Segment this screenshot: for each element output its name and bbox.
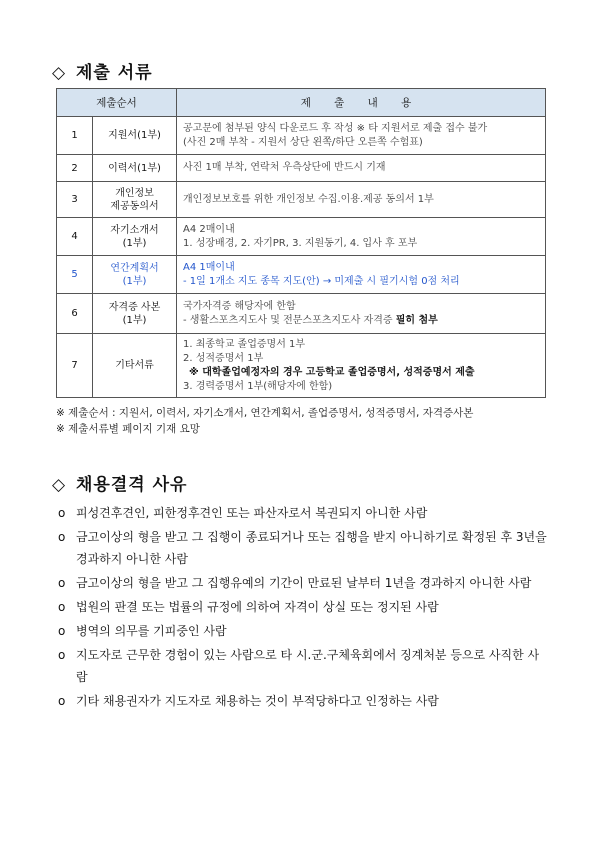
table-row [57,256,546,294]
list-item-text: 법원의 판결 또는 법률의 규정에 의하여 자격이 상실 또는 정지된 사람 [76,600,439,614]
bullet-icon: o [58,648,66,662]
table-row [57,155,546,182]
list-item-text: 피성견후견인, 피한정후견인 또는 파산자로서 복권되지 아니한 사람 [76,506,428,520]
table-row [57,294,546,334]
description-line: A4 2매이내 [183,223,235,235]
row-description [177,294,546,334]
description-line: 공고문에 첨부된 양식 다운로드 후 작성 ※ 타 지원서로 제출 접수 불가 [183,122,488,134]
list-item [58,620,548,642]
row-document-name [93,334,177,398]
list-item [58,502,548,524]
bullet-icon: o [58,624,66,638]
list-item-text: 금고이상의 형을 받고 그 집행유예의 기간이 만료된 날부터 1년을 경과하지 아니한 사람 [76,576,532,590]
row-number: 4 [57,218,93,256]
description-line: A4 1매이내 [183,261,235,273]
diamond-icon: ◇ [52,475,67,495]
row-document-name [93,294,177,334]
bullet-icon: o [58,506,66,520]
row-description [177,256,546,294]
list-item [58,644,548,688]
description-line: 2. 성적증명서 1부 [183,352,264,364]
row-number: 2 [57,155,93,182]
section-title-disqualifications [52,470,187,495]
list-item-text: 금고이상의 형을 받고 그 집행이 종료되거나 또는 집행을 받지 아니하기로 확정된 후 3년을 경과하지 아니한 사람 [76,530,547,566]
document-name-line: 제공동의서 [110,200,159,212]
table-header-row [57,89,546,117]
list-item [58,526,548,570]
page-number-note: ※ 제출서류별 페이지 기재 요망 [56,423,200,435]
table-row [57,117,546,155]
description-line: (사진 2매 부착 - 지원서 상단 왼쪽/하단 오른쪽 수험표) [183,136,423,148]
row-document-name [93,182,177,218]
description-line: 국가자격증 해당자에 한함 [183,300,296,312]
list-item-text: 기타 채용권자가 지도자로 채용하는 것이 부적당하다고 인정하는 사람 [76,694,439,708]
diamond-icon: ◇ [52,63,67,83]
description-line: 개인정보보호를 위한 개인정보 수집.이용.제공 동의서 1부 [183,193,434,205]
disqualification-list [58,502,548,714]
description-line: 3. 경력증명서 1부(해당자에 한함) [183,380,333,392]
row-number: 7 [57,334,93,398]
list-item [58,572,548,594]
bullet-icon: o [58,600,66,614]
table-row [57,218,546,256]
document-name-line: 지원서(1부) [108,130,161,141]
document-name-line: 이력서(1부) [108,162,161,174]
document-name-line: 기타서류 [115,360,154,371]
list-item [58,596,548,618]
description-line-emphasis: ※ 대학졸업예정자의 경우 고등학교 졸업증명서, 성적증명서 제출 [189,366,475,378]
description-line: - 1일 1개소 지도 종목 지도(안) → 미제출 시 필기시험 0점 처리 [183,275,460,287]
row-document-name [93,155,177,182]
header-content: 제 출 내 용 [177,89,546,117]
row-document-name [93,218,177,256]
table-row [57,334,546,398]
submission-order-note: ※ 제출순서 : 지원서, 이력서, 자기소개서, 연간계획서, 졸업증명서, 성적증명서, 자격증사본 [56,407,474,419]
list-item-text: 지도자로 근무한 경험이 있는 사람으로 타 시.군.구체육회에서 징계처분 등으로 사직한 사람 [76,648,540,684]
emphasis-text: 필히 첨부 [395,314,438,326]
document-name-line: 연간계획서 [110,262,159,274]
document-name-line: 자격증 사본 [108,301,161,313]
row-description [177,182,546,218]
table-row [57,182,546,218]
document-name-line: 자기소개서 [110,224,159,236]
document-name-line: 개인정보 [115,187,154,199]
section-title-text: 제출 서류 [76,63,153,83]
description-line: 1. 최종학교 졸업증명서 1부 [183,338,306,350]
row-number: 5 [57,256,93,294]
row-description [177,334,546,398]
row-document-name [93,117,177,155]
row-description [177,155,546,182]
row-number: 3 [57,182,93,218]
description-line: 사진 1매 부착, 연락처 우측상단에 반드시 기재 [183,162,386,173]
list-item [58,690,548,712]
section-title-text: 채용결격 사유 [76,475,188,495]
description-text: - 생활스포츠지도사 및 전문스포츠지도사 자격증 [183,314,396,326]
document-name-line: (1부) [122,237,147,249]
description-line [183,314,539,328]
row-description [177,218,546,256]
description-line: 1. 성장배경, 2. 자기PR, 3. 지원동기, 4. 입사 후 포부 [183,237,418,249]
bullet-icon: o [58,530,66,544]
row-document-name [93,256,177,294]
row-description [177,117,546,155]
documents-table [56,88,546,398]
bullet-icon: o [58,576,66,590]
row-number: 6 [57,294,93,334]
section-title-documents [52,58,153,83]
document-name-line: (1부) [122,314,147,326]
bullet-icon: o [58,694,66,708]
list-item-text: 병역의 의무를 기피중인 사람 [76,624,227,638]
document-name-line: (1부) [122,275,147,287]
row-number: 1 [57,117,93,155]
header-order: 제출순서 [57,89,177,117]
